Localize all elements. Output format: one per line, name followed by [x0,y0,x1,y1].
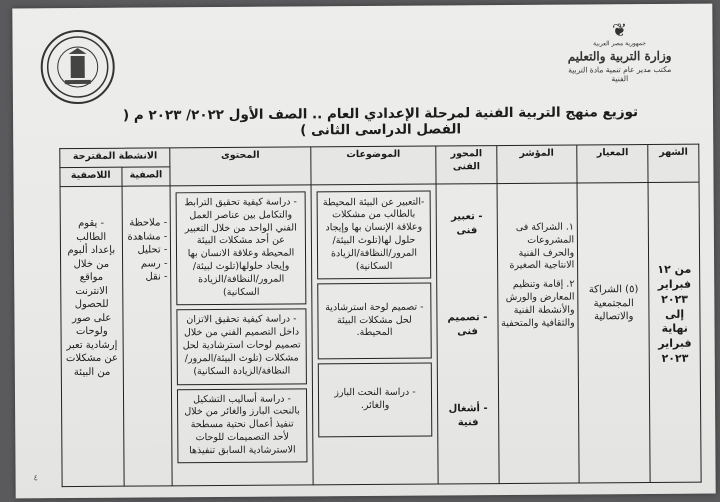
class-activity-item: - نقل [145,271,168,283]
header-axis: المحور الفنى [436,146,496,184]
axis-item: - تصميم فنى [447,312,488,337]
header-month: الشهر [648,144,699,182]
ministry-office: مكتب مدير عام تنمية مادة التربية الفنية [568,64,672,84]
header-topics: الموضوعات [310,146,436,185]
header-activities: الانشطة المقترحة [60,148,171,168]
axis-cell [437,184,499,484]
eagle-emblem-icon: ❦ [611,20,628,42]
page-number: ٤ [33,473,38,483]
curriculum-table [59,144,701,487]
content-box: - دراسة كيفية تحقيق الاتزان داخل التصميم الفني من خلال تصميم لوحات استرشادية لحل مشكلات (تلوث البيئة/المرور/النظافة/الزيادة السكانية) [177,308,307,385]
class-activity-item: - رسم [140,257,168,270]
header-class-activity: الصفية [121,167,170,186]
class-activities-cell [122,186,173,486]
class-activity-item: - تحليل [137,244,168,256]
standard-cell: (٥) الشراكة المجتمعية والاتصالية [577,183,650,483]
ministry-top-line: جمهورية مصر العربية [593,40,646,48]
extra-activities-cell: - يقوم الطالب بإعداد ألبوم من خلال مواقع الانترنت للحصول على صور ولوحات إرشادية تعبر عن مشكلات من البيئة [60,186,124,486]
topics-cell [311,184,439,485]
ministry-header [564,22,674,84]
topic-box: -التعبير عن البيئة المحيطة بالطالب من مشكلات وعلاقة الإنسان بها وإيجاد حلول لها(تلوث البيئة/المرور/النظافة/الزيادة السكانية) [316,191,432,280]
axis-item: - تعبير فنى [451,211,483,236]
page-title: توزيع منهج التربية الفنية لمرحلة الإعدادي العام .. الصف الأول ٢٠٢٢/ ٢٠٢٣ م ( الفصل الدراسى الثانى ) [122,104,639,139]
ministry-name: وزارة التربية والتعليم [567,48,672,64]
header-extra-activity: اللاصفية [60,167,122,186]
month-cell: من ١٢ فبراير ٢٠٢٣ إلى نهاية فبراير ٢٠٢٣ [648,182,701,482]
document-page [12,4,715,499]
header-content: المحتوى [170,147,310,186]
content-cell [170,185,312,486]
class-activity-item: - ملاحظة [129,217,168,229]
content-box: - دراسة كيفية تحقيق الترابط والتكامل بين عناصر العمل الفني الواحد من خلال التعبير عن أحد مشكلات البيئة المحيطة وعلاقة الانسان بها وإيجاد حلولها(تلوث لبيئة/المرور/النظافة/الزيادة السكانية) [176,191,306,304]
indicator-2: ٢. إقامة وتنظيم المعارض والورش والأنشطة الفنية والثقافية والمتحفية [501,278,575,329]
topic-box: - دراسة النحت البارز والغائر. [317,363,432,438]
institution-logo [40,30,115,105]
content-box: - دراسة أساليب التشكيل بالنحت البارز والغائر من خلال تنفيذ أعمال نحتية مسطحة لأحد التصميمات للوحات الاسترشادية السابق تنفيذها [177,388,307,463]
class-activity-item: - مشاهدة [127,230,168,243]
indicator-cell [497,183,580,484]
header-indicator: المؤشر [496,145,577,184]
indicator-1: ١. الشراكة فى المشروعات والحرف الفنية الانتاجية الصغيرة [509,221,575,272]
topic-box: - تصميم لوحة استرشادية لحل مشكلات البيئة المحيطة. [317,283,432,360]
axis-item: - أشغال فنية [448,403,488,428]
header-standard: المعيار [577,145,649,183]
